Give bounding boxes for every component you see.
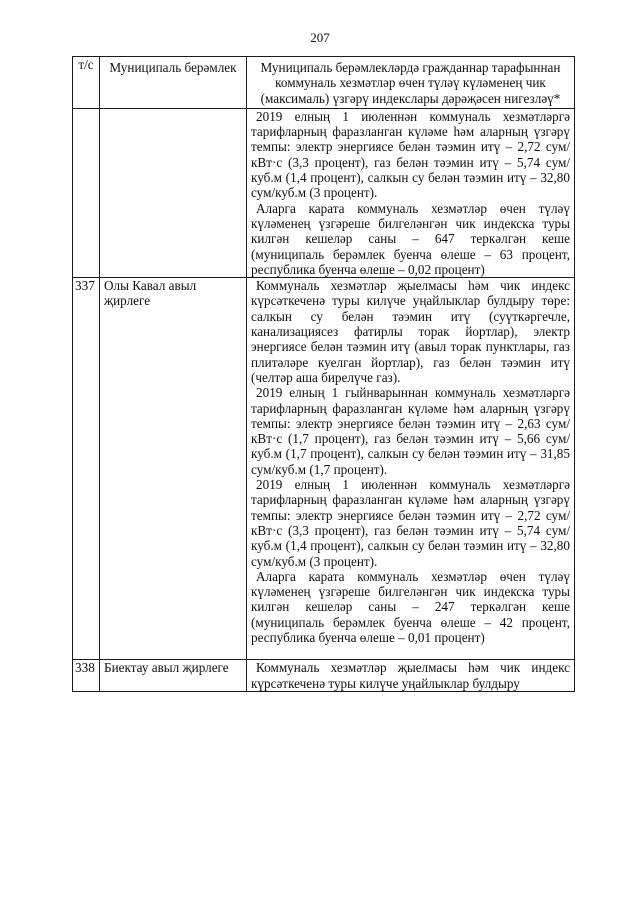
row-municipality: Олы Кавал авыл җирлеге — [100, 278, 247, 660]
row-municipality: Биектау авыл җирлеге — [100, 660, 247, 692]
paragraph: Коммуналь хезмәтләр җыелмасы һәм чик индекс күрсәткеченә туры килүче уңайлыклар булдыру төре: салкын су белән тәэмин итү (суүткәргечле, канализациясез фатирлы торак йортлар), электр энергиясе белән тәэмин итү (авыл торак пунктлары, газ плитәләре куелган йортлар), газ белән тәэмин итү (челтәр аша бирелүче газ). — [251, 278, 570, 385]
row-municipality — [100, 108, 247, 277]
paragraph: 2019 елның 1 гыйнварыннан коммуналь хезмәтләргә тарифларның фаразланган күләме һәм аларның үзгәрү темпы: электр энергиясе белән тәэмин итү – 2,63 сум/кВт·с (1,7 процент), газ белән тәэмин итү – 5,66 сум/куб.м (1,7 процент), салкын су белән тәэмин итү – 31,85 сум/куб.м (1,7 процент). — [251, 385, 570, 477]
header-municipality: Муниципаль берәмлек — [100, 57, 247, 109]
table-header-row — [73, 57, 575, 109]
paragraph: 2019 елның 1 июленнән коммуналь хезмәтләргә тарифларның фаразланган күләме һәм аларның үзгәрү темпы: электр энергиясе белән тәэмин итү – 2,72 сум/кВт·с (3,3 процент), газ белән тәэмин итү – 5,74 сум/куб.м (1,4 процент), салкын су белән тәэмин итү – 32,80 сум/куб.м (3 процент). — [251, 108, 570, 201]
indices-table — [72, 56, 575, 692]
row-number: 337 — [73, 278, 100, 660]
paragraph: 2019 елның 1 июленнән коммуналь хезмәтләргә тарифларның фаразланган күләме һәм аларның үзгәрү темпы: электр энергиясе белән тәэмин итү – 2,72 сум/кВт·с (3,3 процент), газ белән тәэмин итү – 5,74 сум/куб.м (1,4 процент), салкын су белән тәэмин итү – 32,80 сум/куб.м (3 процент). — [251, 477, 570, 569]
header-description: Муниципаль берәмлекләрдә гражданнар тарафыннан коммуналь хезмәтләр өчен түләү күләменең чик (максималь) үзгәрү индекслары дәрәҗәсен нигезләү* — [247, 57, 575, 109]
row-description — [247, 278, 575, 660]
table-row — [73, 660, 575, 692]
row-number: 338 — [73, 660, 100, 692]
paragraph: Коммуналь хезмәтләр җыелмасы һәм чик индекс күрсәткеченә туры килүче уңайлыклар булдыру — [251, 660, 570, 691]
header-number: т/с — [73, 57, 100, 109]
paragraph: Аларга карата коммуналь хезмәтләр өчен түләү күләменең үзгәреше билгеләнгән чик индекска туры килгән кешеләр саны – 647 теркәлгән кеше (муниципаль берәмлек буенча өлеше – 63 процент, республика буенча өлеше – 0,02 процент) — [251, 200, 570, 277]
table-row — [73, 108, 575, 277]
row-number — [73, 108, 100, 277]
page-number: 207 — [310, 30, 330, 45]
paragraph: Аларга карата коммуналь хезмәтләр өчен түләү күләменең үзгәреше билгеләнгән чик индекска туры килгән кешеләр саны – 247 теркәлгән кеше (муниципаль берәмлек буенча өлеше – 42 процент, республика буенча өлеше – 0,01 процент) — [251, 568, 570, 645]
table-row — [73, 278, 575, 660]
row-description — [247, 108, 575, 277]
row-description — [247, 660, 575, 692]
